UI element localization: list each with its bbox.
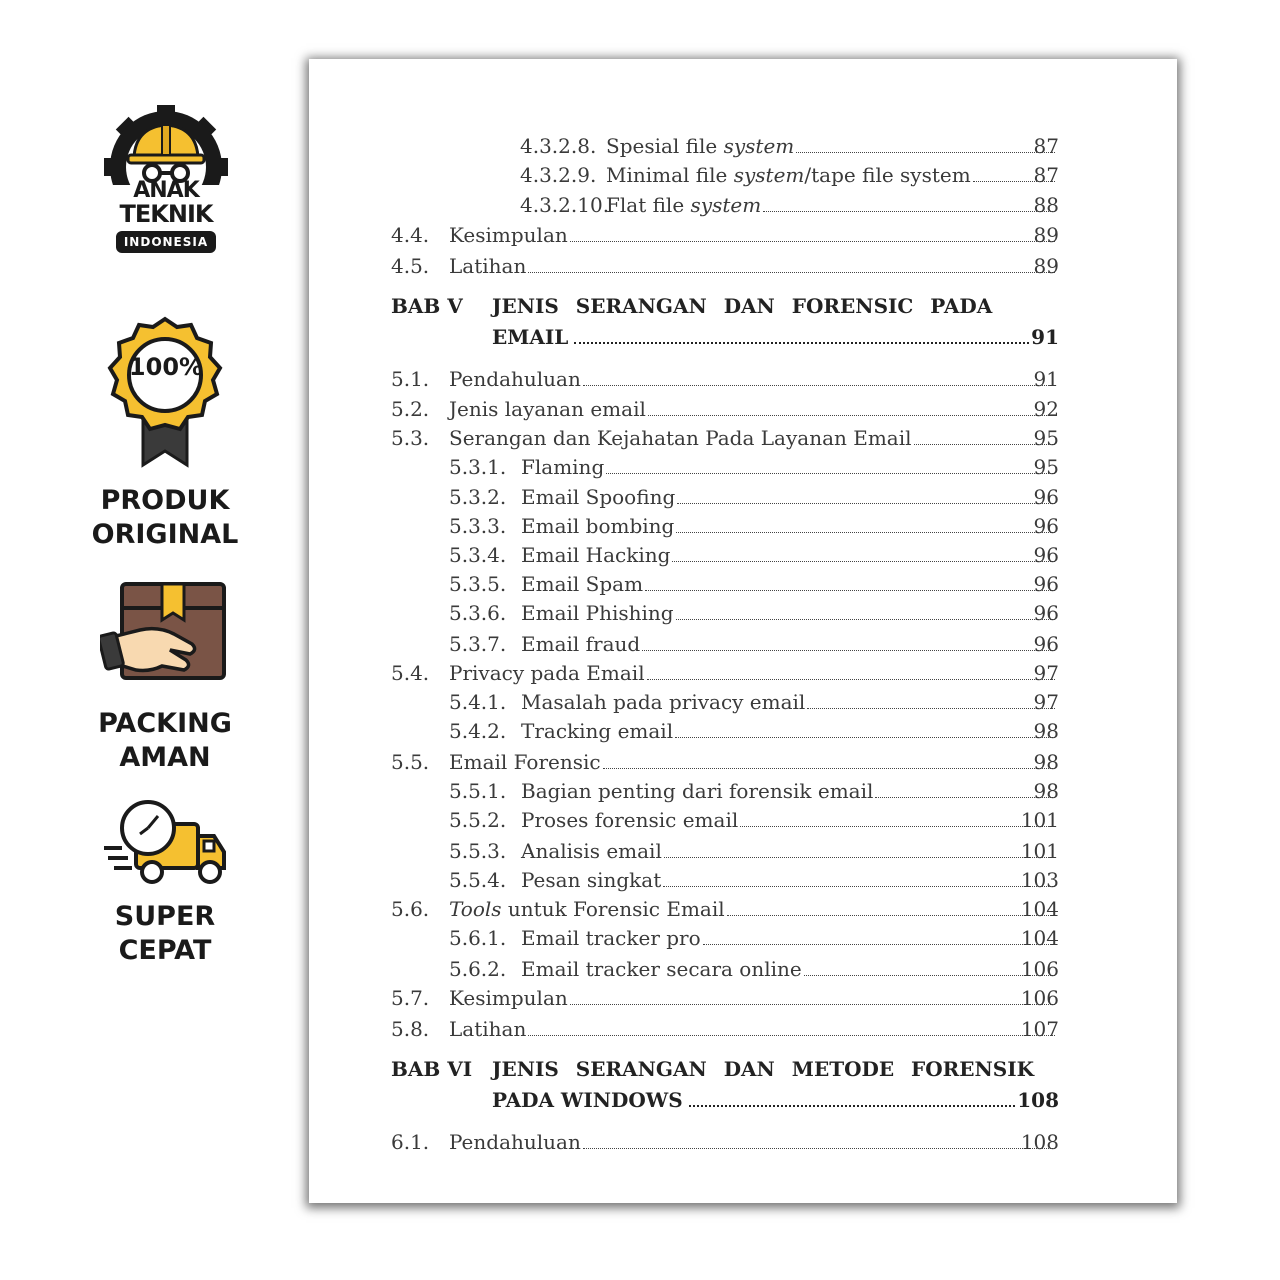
badge-label-produk: PRODUK [100,485,230,516]
toc-entry-number: 5.5.4. [449,868,507,892]
toc-entry-title: Latihan [449,1017,527,1041]
toc-entry-page: 103 [1020,868,1059,892]
chapter-title-line1: JENIS SERANGAN DAN METODE FORENSIK [492,1057,1034,1081]
toc-entry-number: 4.3.2.8. [520,134,597,158]
toc-entry [309,690,1177,720]
badge-label-original: ORIGINAL [91,519,239,550]
toc-entry-title: Pendahuluan [449,367,581,391]
toc-entry [309,897,1177,927]
box-hand-icon [100,580,232,692]
toc-entry-number: 5.3.2. [449,485,507,509]
toc-entry [309,868,1177,898]
toc-entry-number: 5.4.2. [449,719,507,743]
toc-entry-page: 89 [1033,254,1059,278]
toc-entry [309,808,1177,838]
toc-entry-title: Latihan [449,254,527,278]
toc-entry-page: 96 [1033,601,1059,625]
toc-entry [309,750,1177,780]
chapter-title-line2: EMAIL [492,325,569,349]
seal-text: 100% [128,353,204,381]
toc-entry-page: 104 [1020,897,1059,921]
toc-entry-number: 5.1. [391,367,430,391]
toc-entry-title: Bagian penting dari forensik email [521,779,874,803]
toc-entry-page: 101 [1020,839,1059,863]
toc-entry-title: Pendahuluan [449,1130,581,1154]
toc-entry-page: 107 [1020,1017,1059,1041]
badge-label-cepat: CEPAT [118,935,212,966]
toc-entry-page: 98 [1033,750,1059,774]
toc-entry-number: 5.3.7. [449,632,507,656]
chapter-title-line1: JENIS SERANGAN DAN FORENSIC PADA [492,294,993,318]
toc-entry [309,986,1177,1016]
toc-entry [309,957,1177,987]
toc-entry [309,1130,1177,1160]
table-of-contents-page [309,59,1177,1203]
toc-entry-title: Spesial file system [606,134,795,158]
toc-entry-page: 95 [1033,455,1059,479]
toc-entry [309,632,1177,662]
toc-entry-number: 5.6. [391,897,430,921]
toc-entry-number: 5.6.1. [449,926,507,950]
toc-entry-title: Proses forensic email [521,808,739,832]
toc-entry-page: 96 [1033,543,1059,567]
toc-entry-number: 4.3.2.9. [520,163,597,187]
toc-entry-page: 88 [1033,193,1059,217]
logo-line-indonesia: INDONESIA [116,231,216,253]
toc-entry [309,223,1177,253]
chapter-page: 91 [1031,325,1059,349]
toc-entry-number: 4.5. [391,254,430,278]
toc-entry [309,485,1177,515]
toc-entry-number: 5.4. [391,661,430,685]
toc-entry-number: 5.3.4. [449,543,507,567]
toc-entry [309,661,1177,691]
toc-entry-page: 96 [1033,514,1059,538]
toc-entry [309,514,1177,544]
toc-entry-title: Pesan singkat [521,868,662,892]
toc-entry [309,719,1177,749]
toc-entry-title: Privacy pada Email [449,661,645,685]
toc-entry-page: 96 [1033,485,1059,509]
toc-entry-page: 106 [1020,986,1059,1010]
toc-entry-number: 6.1. [391,1130,430,1154]
toc-entry-number: 5.5.2. [449,808,507,832]
toc-entry [309,572,1177,602]
toc-entry [309,193,1177,223]
table-of-contents [309,59,1177,1203]
toc-entry-page: 97 [1033,661,1059,685]
toc-entry-page: 91 [1033,367,1059,391]
toc-entry-title: Tracking email [521,719,674,743]
toc-entry-title: Flat file system [606,193,762,217]
toc-entry-title: Kesimpulan [449,223,568,247]
brand-logo [100,105,232,255]
toc-entry-page: 104 [1020,926,1059,950]
toc-entry-number: 5.3.1. [449,455,507,479]
toc-entry-title: Flaming [521,455,605,479]
toc-entry-number: 5.3. [391,426,430,450]
logo-line-teknik: TEKNIK [119,200,213,228]
toc-entry [309,926,1177,956]
toc-entry-page: 98 [1033,779,1059,803]
toc-entry [309,426,1177,456]
shipping-badge [100,798,232,890]
toc-entry [309,839,1177,869]
toc-entry-page: 89 [1033,223,1059,247]
toc-entry-number: 5.3.3. [449,514,507,538]
chapter-title-line2: PADA WINDOWS [492,1088,683,1112]
toc-entry [309,134,1177,164]
toc-entry-title: Masalah pada privacy email [521,690,806,714]
toc-entry-title: Email Spoofing [521,485,676,509]
toc-entry-page: 101 [1020,808,1059,832]
toc-entry-page: 108 [1020,1130,1059,1154]
toc-entry-number: 5.4.1. [449,690,507,714]
toc-entry-title: Email tracker pro [521,926,701,950]
toc-entry-number: 5.3.5. [449,572,507,596]
badge-label-aman: AMAN [119,742,211,773]
toc-entry-number: 4.4. [391,223,430,247]
toc-entry-page: 92 [1033,397,1059,421]
toc-entry-page: 87 [1033,134,1059,158]
toc-entry-number: 5.3.6. [449,601,507,625]
chapter-number: BAB V [391,294,463,318]
packing-badge [100,580,232,692]
toc-entry-number: 5.5.3. [449,839,507,863]
hardhat-gear-icon [100,105,232,185]
chapter-number: BAB VI [391,1057,473,1081]
delivery-truck-icon [100,798,232,890]
toc-entry [309,254,1177,284]
toc-entry-page: 97 [1033,690,1059,714]
toc-entry-title: Email fraud [521,632,641,656]
toc-entry-page: 106 [1020,957,1059,981]
toc-entry-number: 4.3.2.10. [520,193,610,217]
toc-entry-title: Email Hacking [521,543,671,567]
toc-entry-number: 5.2. [391,397,430,421]
toc-entry-title: Analisis email [521,839,662,863]
toc-entry-number: 5.5.1. [449,779,507,803]
seal-ribbon-icon [100,315,230,473]
badge-label-packing: PACKING [98,708,232,739]
toc-entry [309,367,1177,397]
toc-entry-title: Tools untuk Forensic Email [449,897,725,921]
toc-entry [309,455,1177,485]
toc-entry-page: 96 [1033,632,1059,656]
toc-entry [309,1017,1177,1047]
toc-entry-page: 87 [1033,163,1059,187]
toc-entry-title: Minimal file system/tape file system [606,163,971,187]
toc-entry-page: 95 [1033,426,1059,450]
toc-entry-title: Email tracker secara online [521,957,802,981]
toc-entry [309,163,1177,193]
toc-entry [309,601,1177,631]
badge-label-super: SUPER [114,901,216,932]
original-badge [100,315,230,473]
toc-entry-title: Jenis layanan email [449,397,646,421]
toc-entry-title: Email Phishing [521,601,674,625]
toc-entry-page: 98 [1033,719,1059,743]
toc-entry-title: Serangan dan Kejahatan Pada Layanan Email [449,426,912,450]
toc-entry [309,779,1177,809]
toc-entry-number: 5.6.2. [449,957,507,981]
chapter-page: 108 [1017,1088,1059,1112]
toc-entry-number: 5.7. [391,986,430,1010]
toc-entry-title: Email bombing [521,514,675,538]
toc-entry [309,543,1177,573]
toc-entry-title: Email Forensic [449,750,601,774]
toc-entry-page: 96 [1033,572,1059,596]
toc-entry [309,397,1177,427]
logo-line-anak: ANAK [133,178,199,203]
toc-entry-title: Email Spam [521,572,644,596]
toc-entry-title: Kesimpulan [449,986,568,1010]
toc-entry-number: 5.8. [391,1017,430,1041]
toc-entry-number: 5.5. [391,750,430,774]
feature-badges [0,0,330,1280]
